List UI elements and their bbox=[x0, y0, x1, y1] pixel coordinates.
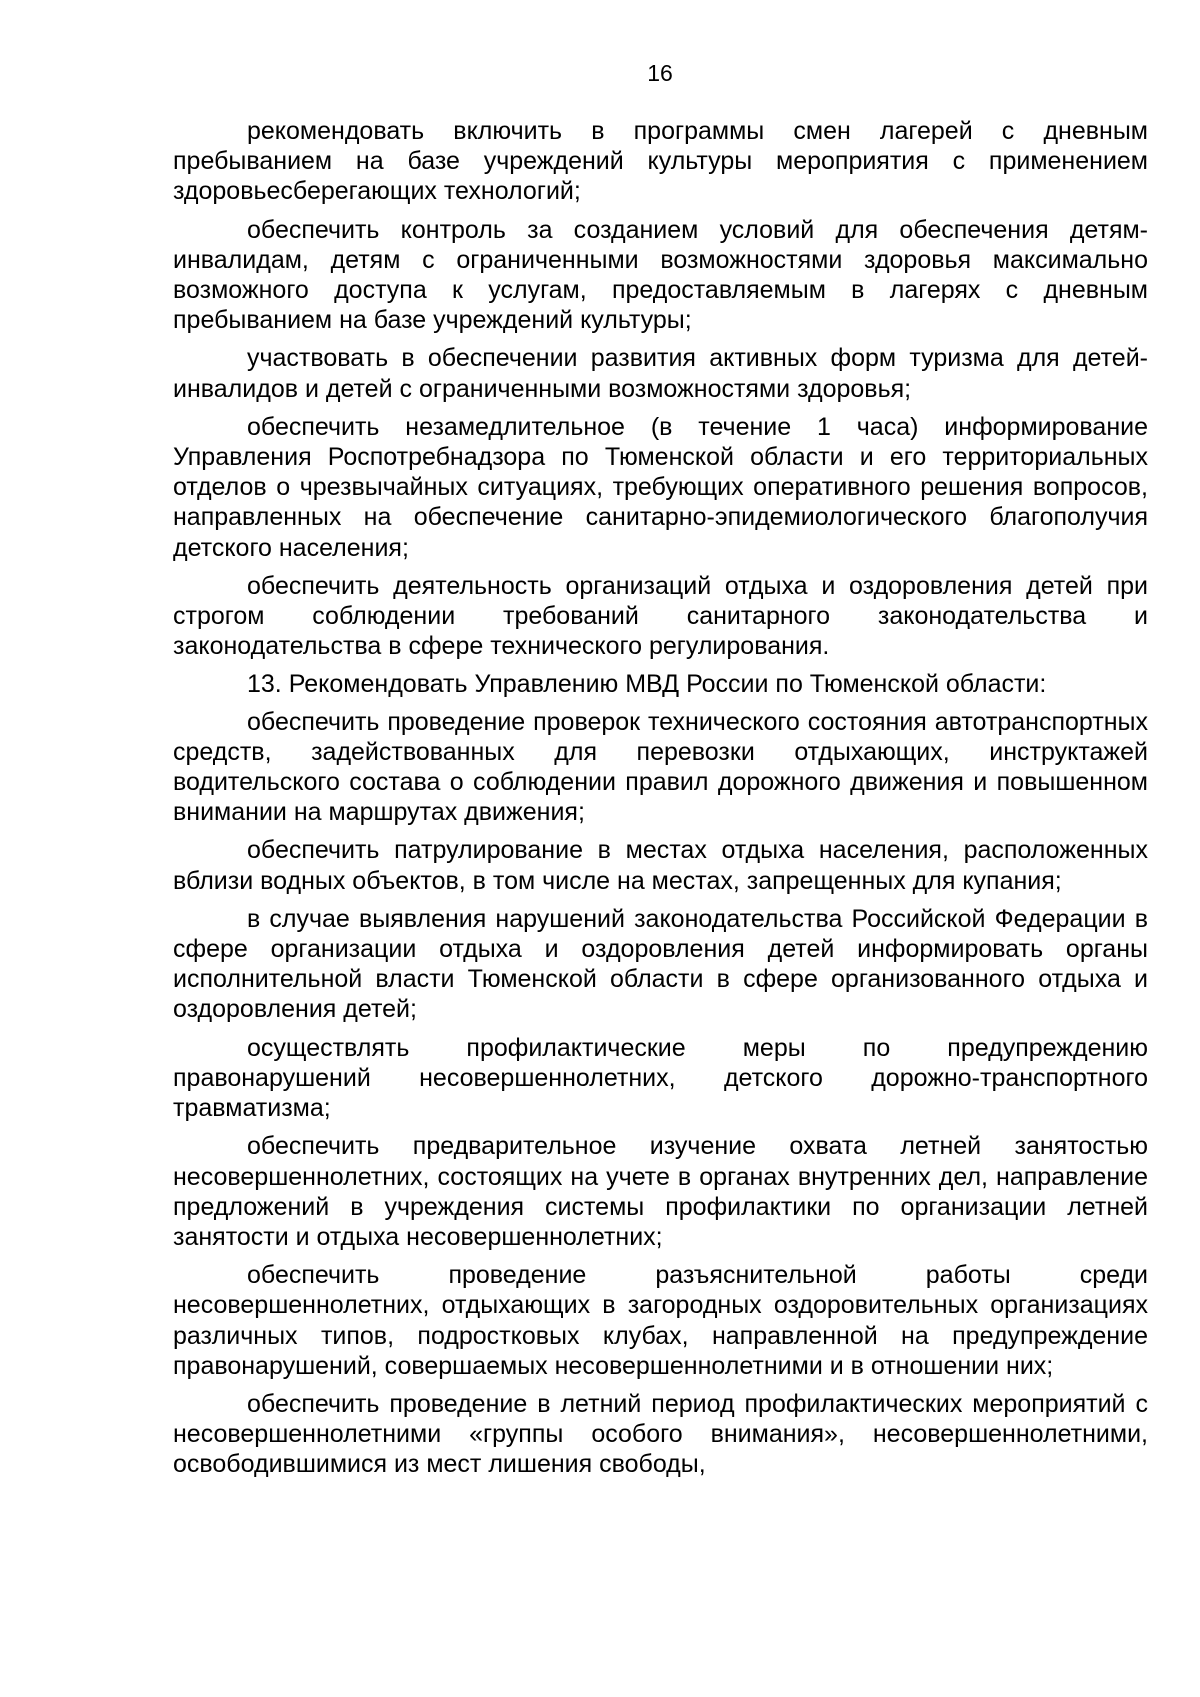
paragraph-culture-camps-program: рекомендовать включить в программы смен лагерей с дневным пребыванием на базе учреждений культуры мероприятия с применением здоровьесберегающих технологий; bbox=[173, 117, 1148, 206]
page-number: 16 bbox=[647, 60, 673, 86]
paragraph-summer-employment-study: обеспечить предварительное изучение охвата летней занятостью несовершеннолетних, состоящих на учете в органах внутренних дел, направление предложений в учреждения системы профилактики по организации летней занятости и отдыха несовершеннолетних; bbox=[173, 1132, 1148, 1251]
paragraph-active-tourism: участвовать в обеспечении развития активных форм туризма для детей-инвалидов и детей с ограниченными возможностями здоровья; bbox=[173, 344, 1148, 403]
paragraph-special-attention-group: обеспечить проведение в летний период профилактических мероприятий с несовершеннолетними «группы особого внимания», несовершеннолетними, освободившимися из мест лишения свободы, bbox=[173, 1389, 1148, 1479]
paragraph-vehicle-inspections: обеспечить проведение проверок технического состояния автотранспортных средств, задействованных для перевозки отдыхающих, инструктажей водительского состава о соблюдении правил дорожного движения и повышенном внимании на маршрутах движения; bbox=[173, 707, 1148, 827]
paragraph-offense-prevention: осуществлять профилактические меры по предупреждению правонарушений несовершеннолетних, детского дорожно-транспортного травматизма; bbox=[173, 1033, 1148, 1123]
paragraph-violations-informing: в случае выявления нарушений законодательства Российской Федерации в сфере организации отдыха и оздоровления детей информировать органы исполнительной власти Тюменской области в сфере организованного отдыха и оздоровления детей; bbox=[173, 904, 1148, 1024]
paragraph-item-13-heading: 13. Рекомендовать Управлению МВД России по Тюменской области: bbox=[247, 670, 1047, 699]
paragraph-sanitary-compliance: обеспечить деятельность организаций отдыха и оздоровления детей при строгом соблюдении требований санитарного законодательства и законодательства в сфере технического регулирования. bbox=[173, 571, 1148, 661]
paragraph-explanatory-work: обеспечить проведение разъяснительной работы среди несовершеннолетних, отдыхающих в загородных оздоровительных организациях различных типов, подростковых клубах, направленной на предупреждение правонарушений, совершаемых несовершеннолетними и в отношении них; bbox=[173, 1261, 1148, 1380]
paragraph-emergency-informing: обеспечить незамедлительное (в течение 1 часа) информирование Управления Роспотребнадзора по Тюменской области и его территориальных отделов о чрезвычайных ситуациях, требующих оперативного решения вопросов, направленных на обеспечение санитарно-эпидемиологического благополучия детского населения; bbox=[173, 412, 1148, 562]
document-body bbox=[173, 116, 1148, 1488]
paragraph-water-patrol: обеспечить патрулирование в местах отдыха населения, расположенных вблизи водных объектов, в том числе на местах, запрещенных для купания; bbox=[173, 836, 1148, 895]
paragraph-disabled-children-access: обеспечить контроль за созданием условий для обеспечения детям-инвалидам, детям с ограниченными возможностями здоровья максимально возможного доступа к услугам, предоставляемым в лагерях с дневным пребыванием на базе учреждений культуры; bbox=[173, 215, 1148, 335]
